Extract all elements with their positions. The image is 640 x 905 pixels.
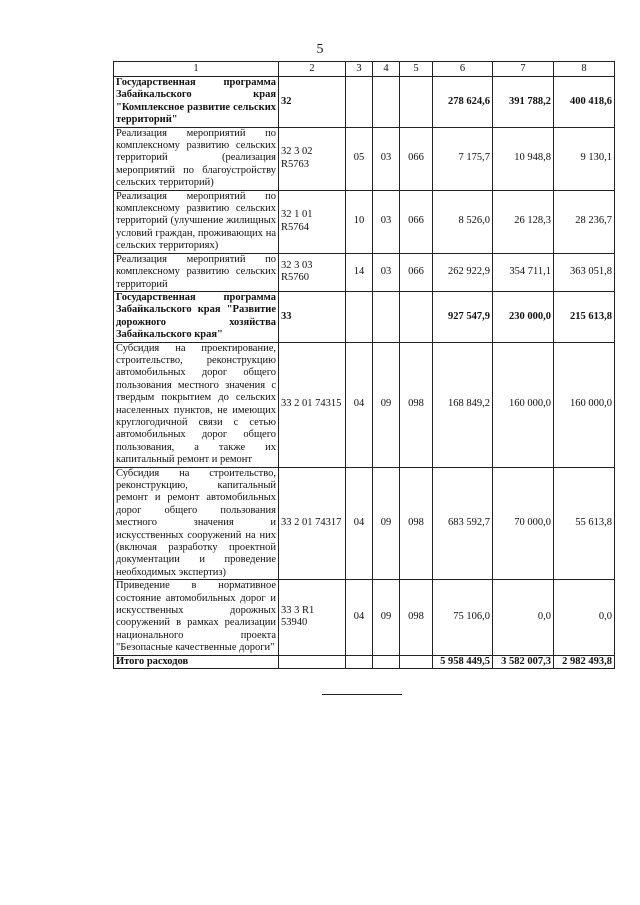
column-header: 7 xyxy=(493,62,554,77)
budget-table xyxy=(113,61,615,669)
row-section: 04 xyxy=(346,342,373,467)
row-amount-2: 354 711,1 xyxy=(493,253,554,291)
row-name: Приведение в нормативное состояние автомобильных дорог и искусственных дорожных сооружений в рамках реализации национального проекта "Безопасные качественные дороги" xyxy=(114,580,279,655)
row-amount-3: 160 000,0 xyxy=(554,342,615,467)
row-section xyxy=(346,77,373,128)
row-subsection: 09 xyxy=(373,467,400,580)
row-type xyxy=(400,77,433,128)
total-amount-2: 3 582 007,3 xyxy=(493,655,554,668)
row-type: 066 xyxy=(400,190,433,253)
row-code xyxy=(279,655,346,668)
row-amount-2: 230 000,0 xyxy=(493,291,554,342)
row-amount-3: 400 418,6 xyxy=(554,77,615,128)
row-code: 33 2 01 74317 xyxy=(279,467,346,580)
table-row xyxy=(114,253,615,291)
row-subsection: 03 xyxy=(373,127,400,190)
total-label: Итого расходов xyxy=(114,655,279,668)
row-section xyxy=(346,291,373,342)
row-name: Реализация мероприятий по комплексному развитию сельских территорий xyxy=(114,253,279,291)
row-name: Реализация мероприятий по комплексному развитию сельских территорий (реализация мероприятий по благоустройству сельских территорий) xyxy=(114,127,279,190)
row-type: 098 xyxy=(400,467,433,580)
row-amount-3: 55 613,8 xyxy=(554,467,615,580)
row-subsection: 09 xyxy=(373,342,400,467)
row-amount-1: 683 592,7 xyxy=(433,467,493,580)
row-code: 33 2 01 74315 xyxy=(279,342,346,467)
row-code: 32 3 02 R5763 xyxy=(279,127,346,190)
column-header: 6 xyxy=(433,62,493,77)
row-amount-2: 0,0 xyxy=(493,580,554,655)
total-row xyxy=(114,655,615,668)
total-amount-1: 5 958 449,5 xyxy=(433,655,493,668)
row-type: 098 xyxy=(400,580,433,655)
row-name: Реализация мероприятий по комплексному развитию сельских территорий (улучшение жилищных условий граждан, проживающих на сельских территориях) xyxy=(114,190,279,253)
row-subsection: 03 xyxy=(373,190,400,253)
row-section: 10 xyxy=(346,190,373,253)
table-row xyxy=(114,342,615,467)
row-section xyxy=(346,655,373,668)
row-name: Субсидия на строительство, реконструкцию, капитальный ремонт и ремонт автомобильных дорог общего пользования местного значения и искусственных сооружений на них (включая разработку проектной документации и проведение необходимых экспертиз) xyxy=(114,467,279,580)
row-amount-2: 26 128,3 xyxy=(493,190,554,253)
row-amount-1: 278 624,6 xyxy=(433,77,493,128)
row-subsection xyxy=(373,655,400,668)
table-row xyxy=(114,467,615,580)
row-section: 14 xyxy=(346,253,373,291)
row-amount-1: 262 922,9 xyxy=(433,253,493,291)
row-section: 04 xyxy=(346,467,373,580)
row-amount-3: 28 236,7 xyxy=(554,190,615,253)
row-amount-2: 160 000,0 xyxy=(493,342,554,467)
row-amount-3: 215 613,8 xyxy=(554,291,615,342)
row-amount-3: 0,0 xyxy=(554,580,615,655)
row-name: Субсидия на проектирование, строительство, реконструкцию автомобильных дорог общего пользования местного значения с твердым покрытием до сельских населенных пунктов, не имеющих круглогодичной связи с сетью автомобильных дорог общего пользования, а также их капитальный ремонт и ремонт xyxy=(114,342,279,467)
header-row xyxy=(114,62,615,77)
end-rule xyxy=(322,694,402,695)
row-code: 33 xyxy=(279,291,346,342)
row-amount-2: 70 000,0 xyxy=(493,467,554,580)
row-code: 32 xyxy=(279,77,346,128)
total-amount-3: 2 982 493,8 xyxy=(554,655,615,668)
table-row xyxy=(114,77,615,128)
row-amount-3: 363 051,8 xyxy=(554,253,615,291)
column-header: 5 xyxy=(400,62,433,77)
table-row xyxy=(114,127,615,190)
row-subsection: 09 xyxy=(373,580,400,655)
column-header: 1 xyxy=(114,62,279,77)
row-subsection xyxy=(373,291,400,342)
row-type: 098 xyxy=(400,342,433,467)
row-type xyxy=(400,291,433,342)
row-amount-1: 7 175,7 xyxy=(433,127,493,190)
row-amount-1: 168 849,2 xyxy=(433,342,493,467)
column-header: 8 xyxy=(554,62,615,77)
row-type xyxy=(400,655,433,668)
row-code: 32 1 01 R5764 xyxy=(279,190,346,253)
row-type: 066 xyxy=(400,127,433,190)
table-row xyxy=(114,291,615,342)
table-row xyxy=(114,190,615,253)
row-amount-3: 9 130,1 xyxy=(554,127,615,190)
row-subsection xyxy=(373,77,400,128)
column-header: 2 xyxy=(279,62,346,77)
row-code: 32 3 03 R5760 xyxy=(279,253,346,291)
row-name: Государственная программа Забайкальского края "Развитие дорожного хозяйства Забайкальского края" xyxy=(114,291,279,342)
column-header: 3 xyxy=(346,62,373,77)
row-section: 05 xyxy=(346,127,373,190)
row-subsection: 03 xyxy=(373,253,400,291)
page-number: 5 xyxy=(316,42,324,57)
table-row xyxy=(114,580,615,655)
row-name: Государственная программа Забайкальского края "Комплексное развитие сельских территорий" xyxy=(114,77,279,128)
row-code: 33 3 R1 53940 xyxy=(279,580,346,655)
row-amount-2: 391 788,2 xyxy=(493,77,554,128)
row-amount-1: 75 106,0 xyxy=(433,580,493,655)
row-section: 04 xyxy=(346,580,373,655)
row-type: 066 xyxy=(400,253,433,291)
row-amount-2: 10 948,8 xyxy=(493,127,554,190)
row-amount-1: 8 526,0 xyxy=(433,190,493,253)
column-header: 4 xyxy=(373,62,400,77)
row-amount-1: 927 547,9 xyxy=(433,291,493,342)
